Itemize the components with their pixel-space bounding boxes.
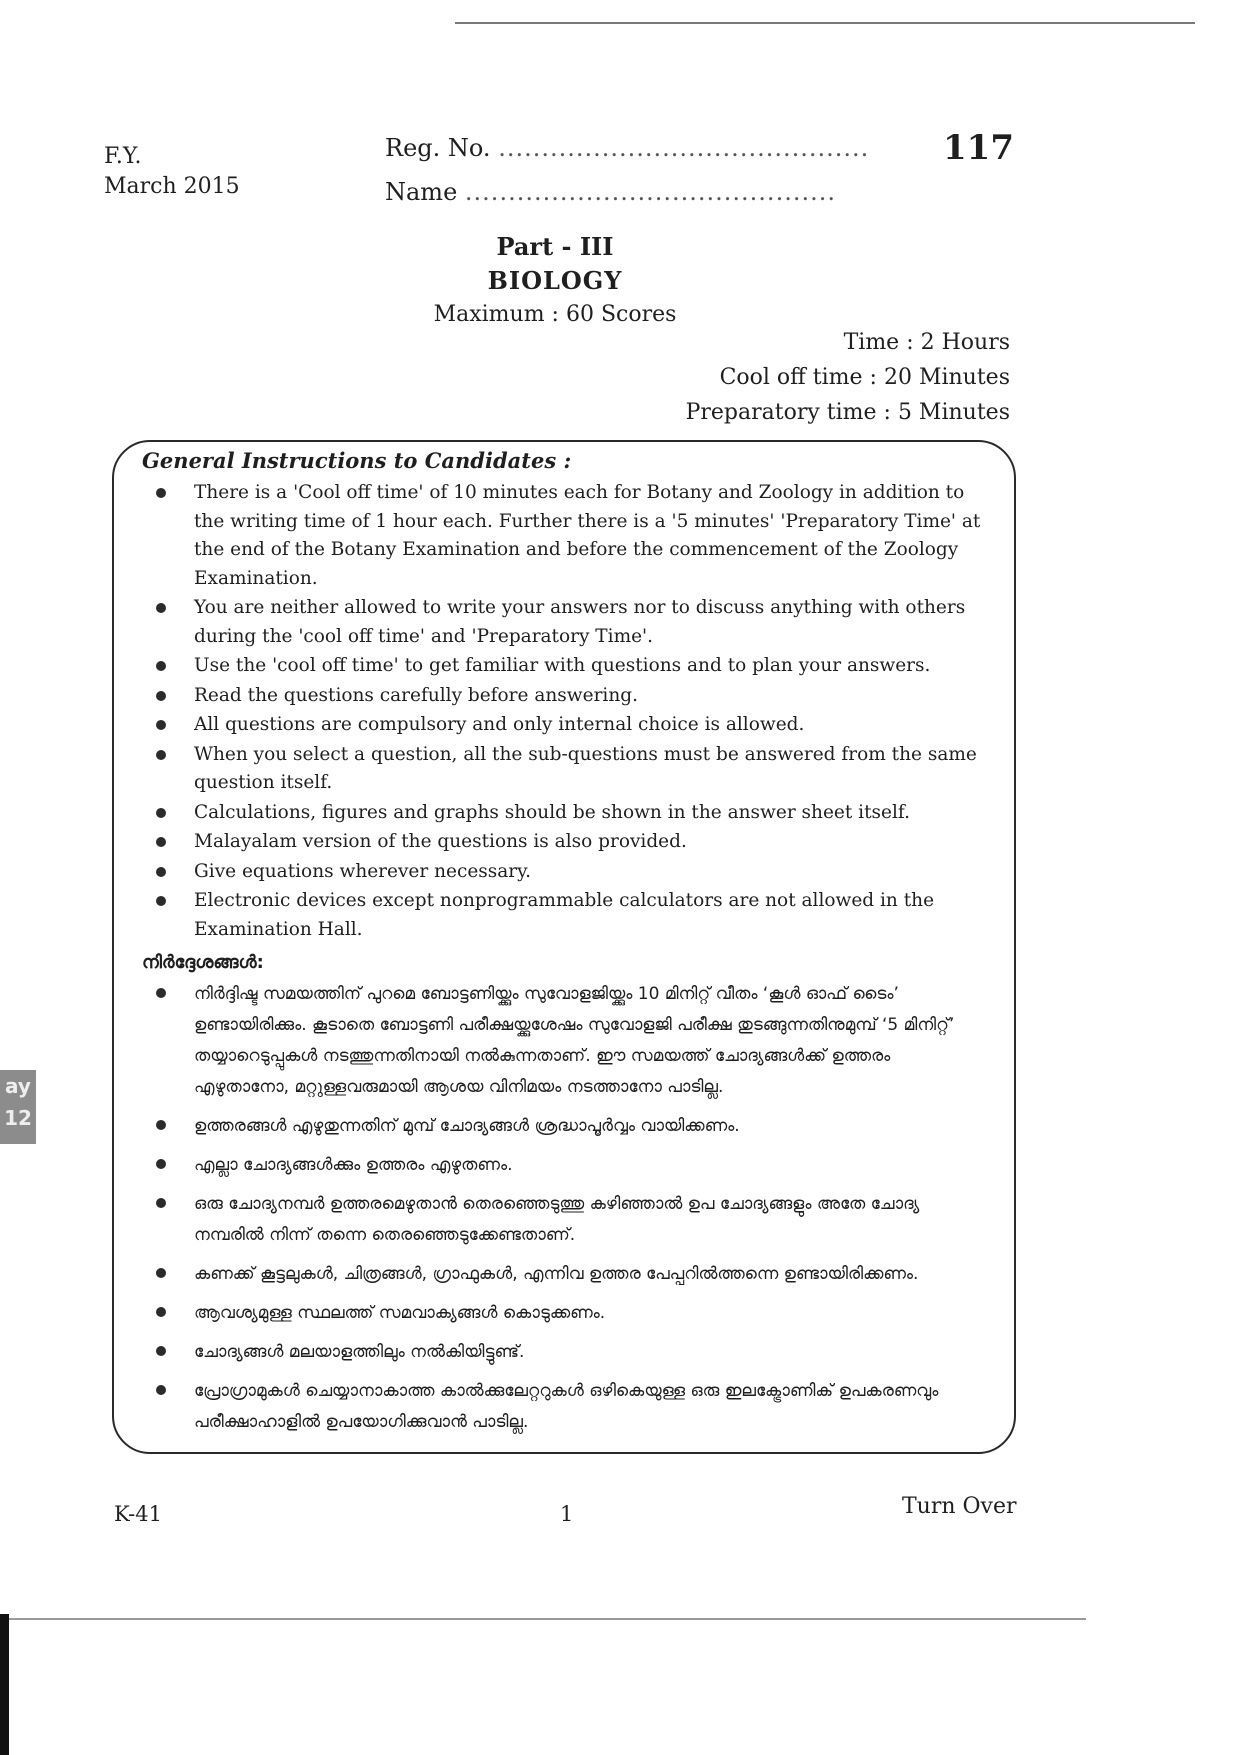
bullet-icon: [156, 1268, 166, 1278]
reg-no-dots: ...........................................: [498, 134, 870, 162]
bullet-icon: [156, 488, 166, 498]
turn-over-label: Turn Over: [902, 1494, 1017, 1519]
bottom-rule: [6, 1618, 1086, 1620]
list-item: Use the 'cool off time' to get familiar with questions and to plan your answers.: [142, 652, 988, 681]
list-item: When you select a question, all the sub-questions must be answered from the same question itself.: [142, 741, 988, 798]
session-label: March 2015: [104, 174, 240, 199]
name-label: Name: [385, 178, 458, 206]
name-dots: ...........................................: [464, 178, 836, 206]
bullet-icon: [156, 720, 166, 730]
list-item: എല്ലാ ചോദ്യങ്ങൾക്കും ഉത്തരം എഴുതണം.: [142, 1150, 988, 1181]
bullet-icon: [156, 661, 166, 671]
scan-edge-bar: [0, 1614, 9, 1755]
reg-no-label: Reg. No.: [385, 134, 491, 162]
list-item: ചോദ്യങ്ങൾ മലയാളത്തിലും നൽകിയിട്ടുണ്ട്.: [142, 1337, 988, 1368]
malayalam-heading: നിർദ്ദേശങ്ങൾ:: [142, 952, 264, 973]
bullet-icon: [156, 896, 166, 906]
bullet-icon: [156, 750, 166, 760]
timing-block: [686, 325, 1010, 430]
page-number: 1: [560, 1502, 574, 1526]
maximum-scores: Maximum : 60 Scores: [433, 302, 677, 327]
list-item: Read the questions carefully before answering.: [142, 682, 988, 711]
subject-title: BIOLOGY: [487, 266, 623, 295]
bullet-icon: [156, 1385, 166, 1395]
part-title: Part - III: [496, 232, 614, 261]
time-duration: Time : 2 Hours: [843, 330, 1010, 355]
bullet-icon: [156, 1346, 166, 1356]
bullet-icon: [156, 1307, 166, 1317]
english-instructions-list: [142, 479, 988, 944]
bullet-icon: [156, 603, 166, 613]
name-field: [385, 178, 836, 206]
reg-no-field: [385, 134, 869, 162]
bullet-icon: [156, 1120, 166, 1130]
bullet-icon: [156, 988, 166, 998]
footer-code: K-41: [114, 1502, 162, 1526]
bullet-icon: [156, 691, 166, 701]
bullet-icon: [156, 837, 166, 847]
instructions-box: [112, 440, 1016, 1454]
malayalam-instructions-list: [142, 979, 988, 1438]
bullet-icon: [156, 808, 166, 818]
question-paper-code: 117: [943, 128, 1014, 168]
list-item: You are neither allowed to write your answers nor to discuss anything with others during the 'cool off time' and 'Preparatory Time'.: [142, 594, 988, 651]
bullet-icon: [156, 867, 166, 877]
list-item: Malayalam version of the questions is also provided.: [142, 828, 988, 857]
list-item: പ്രോഗ്രാമുകൾ ചെയ്യാനാകാത്ത കാൽക്കുലേറ്ററുകൾ ഒഴികെയുള്ള ഒരു ഇലക്ട്രോണിക് ഉപകരണവും പരീക്ഷാഹാളിൽ ഉപയോഗിക്കുവാൻ പാടില്ല.: [142, 1376, 988, 1438]
list-item: ഉത്തരങ്ങൾ എഴുതുന്നതിന് മുമ്പ് ചോദ്യങ്ങൾ ശ്രദ്ധാപൂർവ്വം വായിക്കണം.: [142, 1111, 988, 1142]
list-item: There is a 'Cool off time' of 10 minutes each for Botany and Zoology in addition to the writing time of 1 hour each. Further there is a '5 minutes' 'Preparatory Time' at the end of the Botany Examination and before the commencement of the Zoology Examination.: [142, 479, 988, 593]
list-item: നിർദ്ദിഷ്ട സമയത്തിന് പുറമെ ബോട്ടണിയ്ക്കും സുവോളജിയ്ക്കും 10 മിനിറ്റ് വീതം ‘കൂൾ ഓഫ് ടൈം’ ഉണ്ടായിരിക്കും. കൂടാതെ ബോട്ടണി പരീക്ഷയ്ക്കുശേഷം സുവോളജി പരീക്ഷ തുടങ്ങുന്നതിനുമുമ്പ് ‘5 മിനിറ്റ്’ തയ്യാറെടുപ്പുകൾ നടത്തുന്നതിനായി നൽകുന്നതാണ്. ഈ സമയത്ത് ചോദ്യങ്ങൾക്ക് ഉത്തരം എഴുതാനോ, മറ്റുള്ളവരുമായി ആശയ വിനിമയം നടത്താനോ പാടില്ല.: [142, 979, 988, 1103]
preparatory-time: Preparatory time : 5 Minutes: [685, 400, 1010, 425]
side-tab: ay 12: [0, 1070, 36, 1144]
bullet-icon: [156, 1159, 166, 1169]
list-item: ഒരു ചോദ്യനമ്പർ ഉത്തരമെഴുതാൻ തെരഞ്ഞെടുത്തു കഴിഞ്ഞാൽ ഉപ ചോദ്യങ്ങളും അതേ ചോദ്യ നമ്പരിൽ നിന്ന് തന്നെ തെരഞ്ഞെടുക്കേണ്ടതാണ്.: [142, 1189, 988, 1251]
list-item: Electronic devices except nonprogrammable calculators are not allowed in the Examination Hall.: [142, 887, 988, 944]
exam-series: [104, 142, 240, 202]
bullet-icon: [156, 1198, 166, 1208]
list-item: ആവശ്യമുള്ള സ്ഥലത്ത് സമവാക്യങ്ങൾ കൊടുക്കണം.: [142, 1298, 988, 1329]
cool-off-time: Cool off time : 20 Minutes: [719, 365, 1010, 390]
list-item: Calculations, figures and graphs should be shown in the answer sheet itself.: [142, 799, 988, 828]
top-rule: [455, 22, 1195, 24]
instructions-heading: General Instructions to Candidates :: [142, 448, 572, 473]
list-item: കണക്ക് കൂട്ടലുകൾ, ചിത്രങ്ങൾ, ഗ്രാഫുകൾ, എന്നിവ ഉത്തര പേപ്പറിൽത്തന്നെ ഉണ്ടായിരിക്കണം.: [142, 1259, 988, 1290]
list-item: All questions are compulsory and only internal choice is allowed.: [142, 711, 988, 740]
series-label: F.Y.: [104, 144, 142, 169]
list-item: Give equations wherever necessary.: [142, 858, 988, 887]
